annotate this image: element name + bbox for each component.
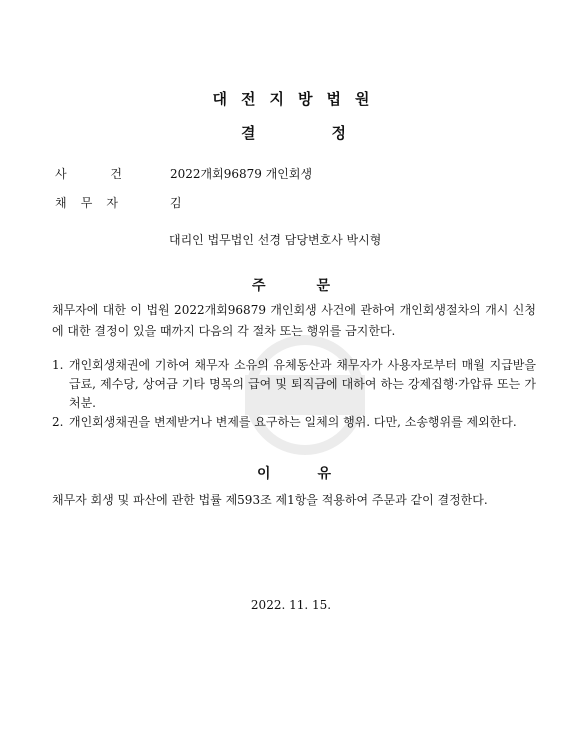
debtor-label bbox=[55, 194, 118, 211]
debtor-name: 김 bbox=[170, 196, 182, 210]
order-heading-char-1: 주 bbox=[252, 278, 266, 294]
order-heading bbox=[252, 275, 330, 295]
list-item-number: 2. bbox=[52, 415, 64, 429]
reason-heading-char-2: 유 bbox=[317, 466, 331, 482]
debtor-label-char-3: 자 bbox=[106, 196, 118, 210]
case-row bbox=[55, 165, 313, 182]
list-item-text: 개인회생채권을 변제받거나 변제를 요구하는 일체의 행위. 다만, 소송행위를 제외한다. bbox=[69, 415, 517, 429]
reason-heading bbox=[257, 463, 331, 483]
prohibited-acts-list bbox=[52, 356, 536, 432]
reason-paragraph: 채무자 회생 및 파산에 관한 법률 제593조 제1항을 적용하여 주문과 같이 결정한다. bbox=[52, 493, 488, 507]
list-item-number: 1. bbox=[52, 358, 64, 372]
document-title bbox=[241, 122, 346, 143]
list-item bbox=[52, 356, 536, 413]
legal-representative: 대리인 법무법인 선경 담당변호사 박시형 bbox=[169, 233, 382, 247]
debtor-label-char-1: 채 bbox=[55, 196, 67, 210]
case-number: 2022개회96879 개인회생 bbox=[170, 167, 313, 181]
court-name: 대전지방법원 bbox=[212, 90, 384, 108]
order-heading-char-2: 문 bbox=[316, 278, 330, 294]
debtor-label-char-2: 무 bbox=[80, 196, 93, 210]
list-item bbox=[52, 413, 536, 432]
case-label bbox=[55, 165, 122, 182]
case-label-char-2: 건 bbox=[110, 167, 122, 181]
debtor-row bbox=[55, 194, 182, 211]
document-title-char-2: 정 bbox=[331, 124, 346, 142]
decision-date: 2022. 11. 15. bbox=[250, 598, 332, 612]
case-label-char-1: 사 bbox=[55, 167, 67, 181]
list-item-text: 개인회생채권에 기하여 채무자 소유의 유체동산과 채무자가 사용자로부터 매월 지급받을 급료, 제수당, 상여금 기타 명목의 급여 및 퇴직금에 대하여 하는 강제집행·가압류 또는 가처분. bbox=[69, 358, 536, 410]
order-paragraph: 채무자에 대한 이 법원 2022개회96879 개인회생 사건에 관하여 개인회생절차의 개시 신청에 대한 결정이 있을 때까지 다음의 각 절차 또는 행위를 금지한다. bbox=[52, 303, 536, 338]
document-title-char-1: 결 bbox=[241, 124, 256, 142]
reason-heading-char-1: 이 bbox=[257, 466, 271, 482]
